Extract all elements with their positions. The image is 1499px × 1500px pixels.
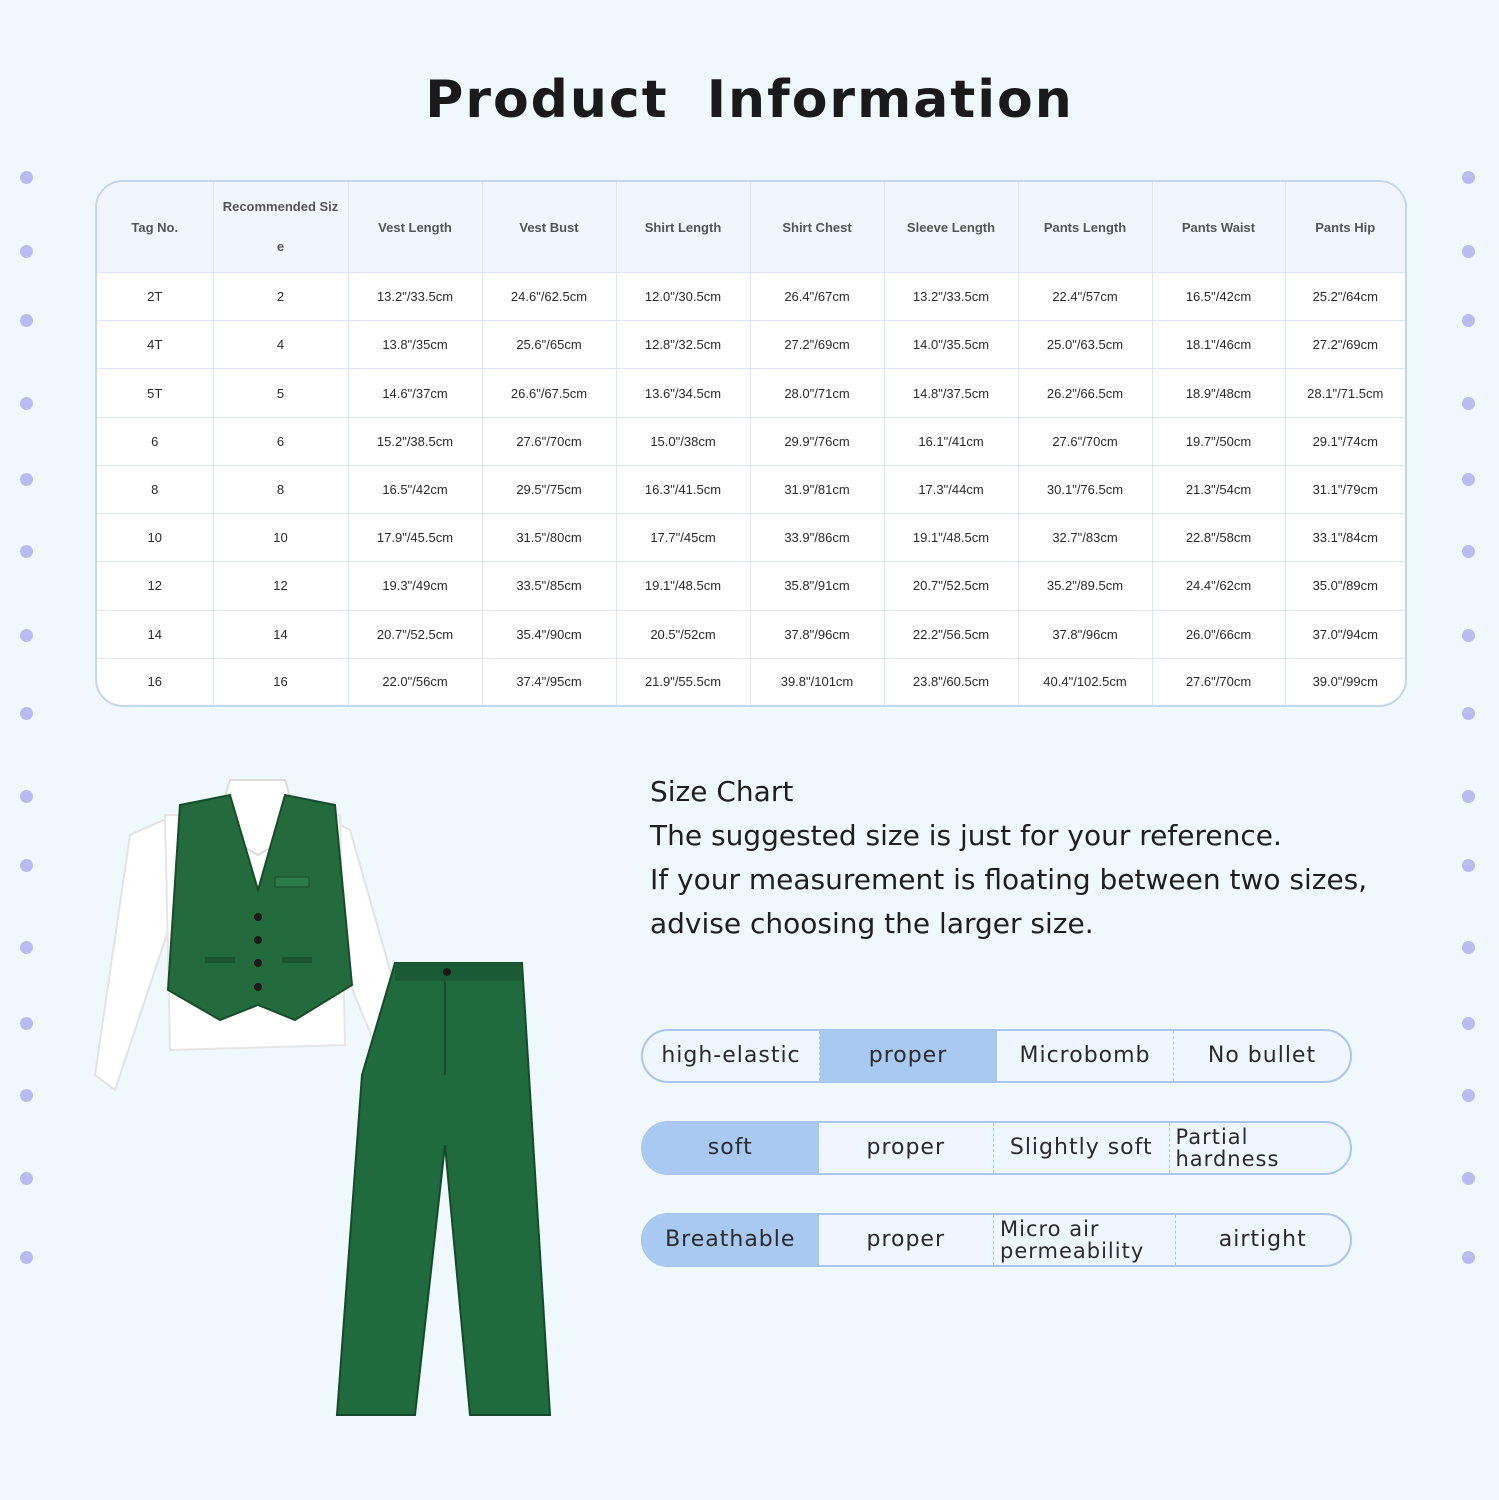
table-cell: 20.7"/52.5cm <box>884 562 1018 610</box>
table-cell: 10 <box>97 514 213 562</box>
table-cell: 17.7"/45cm <box>616 514 750 562</box>
dot-icon <box>1462 1251 1475 1264</box>
table-cell: 35.2"/89.5cm <box>1018 562 1152 610</box>
size-note-line-1: The suggested size is just for your reference. <box>650 819 1282 852</box>
right-dot-border <box>1462 0 1482 1500</box>
header-shirt-chest: Shirt Chest <box>750 182 884 273</box>
table-cell: 26.0"/66cm <box>1152 610 1285 658</box>
table-row <box>97 273 1405 321</box>
table-cell: 4 <box>213 321 348 369</box>
dot-icon <box>20 859 33 872</box>
dot-icon <box>1462 1089 1475 1102</box>
dot-icon <box>20 545 33 558</box>
table-row <box>97 514 1405 562</box>
table-cell: 39.8"/101cm <box>750 658 884 705</box>
left-dot-border <box>20 0 40 1500</box>
table-cell: 14.8"/37.5cm <box>884 369 1018 417</box>
header-shirt-length: Shirt Length <box>616 182 750 273</box>
table-row <box>97 321 1405 369</box>
breathability-option-airtight: airtight <box>1218 1227 1307 1252</box>
table-cell: 12.8"/32.5cm <box>616 321 750 369</box>
table-row <box>97 562 1405 610</box>
dot-icon <box>20 790 33 803</box>
size-note <box>650 770 1450 946</box>
dot-icon <box>1462 1017 1475 1030</box>
table-cell: 8 <box>213 465 348 513</box>
table-cell: 28.1"/71.5cm <box>1285 369 1405 417</box>
breathability-scale <box>641 1213 1352 1267</box>
table-cell: 27.6"/70cm <box>1018 417 1152 465</box>
table-cell: 39.0"/99cm <box>1312 674 1378 690</box>
green-vest-suit-set-icon <box>90 775 570 1425</box>
dot-icon <box>1462 314 1475 327</box>
table-cell: 16.3"/41.5cm <box>616 465 750 513</box>
table-cell: 27.6"/70cm <box>1152 658 1285 705</box>
table-cell: 14 <box>97 610 213 658</box>
table-cell: 15.0"/38cm <box>616 417 750 465</box>
table-cell: 28.0"/71cm <box>750 369 884 417</box>
dot-icon <box>20 314 33 327</box>
table-cell: 18.9"/48cm <box>1152 369 1285 417</box>
dot-icon <box>20 1251 33 1264</box>
table-cell: 21.9"/55.5cm <box>616 658 750 705</box>
table-cell: 16.5"/42cm <box>348 465 482 513</box>
elasticity-scale <box>641 1029 1352 1083</box>
dot-icon <box>20 629 33 642</box>
elasticity-option-high-elastic: high-elastic <box>643 1031 820 1081</box>
table-cell: 31.5"/80cm <box>482 514 616 562</box>
table-cell: 18.1"/46cm <box>1152 321 1285 369</box>
softness-option-partial-hardness: Partial hardness <box>1175 1125 1280 1171</box>
table-cell: 33.5"/85cm <box>482 562 616 610</box>
table-cell: 27.6"/70cm <box>482 417 616 465</box>
dot-icon <box>1462 1172 1475 1185</box>
table-cell: 16.1"/41cm <box>884 417 1018 465</box>
dot-icon <box>1462 171 1475 184</box>
table-cell: 8 <box>97 465 213 513</box>
header-vest-bust: Vest Bust <box>482 182 616 273</box>
table-cell: 16 <box>97 658 213 705</box>
table-cell: 14.6"/37cm <box>348 369 482 417</box>
table-cell: 35.0"/89cm <box>1285 562 1405 610</box>
table-cell: 19.7"/50cm <box>1152 417 1285 465</box>
header-pants-waist: Pants Waist <box>1152 182 1285 273</box>
size-table-body <box>97 273 1405 706</box>
page-title: Product Information <box>425 70 1074 130</box>
table-cell: 26.2"/66.5cm <box>1018 369 1152 417</box>
dot-icon <box>20 1089 33 1102</box>
table-row <box>97 610 1405 658</box>
breathability-option-breathable: Breathable <box>643 1215 819 1265</box>
table-cell: 17.9"/45.5cm <box>348 514 482 562</box>
softness-option-proper: proper <box>819 1123 995 1173</box>
table-cell: 37.8"/96cm <box>1018 610 1152 658</box>
elasticity-option-microbomb: Microbomb <box>997 1031 1174 1081</box>
table-cell: 25.0"/63.5cm <box>1018 321 1152 369</box>
table-cell: 13.6"/34.5cm <box>616 369 750 417</box>
dot-icon <box>20 397 33 410</box>
table-row <box>97 417 1405 465</box>
table-cell: 29.5"/75cm <box>482 465 616 513</box>
table-cell: 6 <box>97 417 213 465</box>
table-cell: 24.4"/62cm <box>1152 562 1285 610</box>
table-cell: 30.1"/76.5cm <box>1018 465 1152 513</box>
header-pants-hip: Pants Hip <box>1285 182 1405 273</box>
table-cell: 31.9"/81cm <box>750 465 884 513</box>
dot-icon <box>20 171 33 184</box>
header-tag-no: Tag No. <box>97 182 213 273</box>
table-cell: 12.0"/30.5cm <box>616 273 750 321</box>
table-cell: 37.4"/95cm <box>482 658 616 705</box>
table-cell: 10 <box>213 514 348 562</box>
table-cell: 33.9"/86cm <box>750 514 884 562</box>
breathability-option-proper: proper <box>819 1215 995 1265</box>
table-cell: 26.6"/67.5cm <box>482 369 616 417</box>
table-cell: 25.6"/65cm <box>482 321 616 369</box>
size-table-card <box>95 180 1407 707</box>
table-cell: 13.2"/33.5cm <box>348 273 482 321</box>
elasticity-option-no-bullet: No bullet <box>1207 1043 1317 1068</box>
table-cell: 14.0"/35.5cm <box>884 321 1018 369</box>
table-cell: 35.4"/90cm <box>482 610 616 658</box>
table-cell: 13.2"/33.5cm <box>884 273 1018 321</box>
table-cell: 40.4"/102.5cm <box>1018 658 1152 705</box>
table-row <box>97 658 1405 705</box>
table-cell: 27.2"/69cm <box>1285 321 1405 369</box>
dot-icon <box>1462 397 1475 410</box>
table-cell: 27.2"/69cm <box>750 321 884 369</box>
table-cell: 17.3"/44cm <box>884 465 1018 513</box>
table-cell: 5T <box>97 369 213 417</box>
dot-icon <box>1462 707 1475 720</box>
table-cell: 21.3"/54cm <box>1152 465 1285 513</box>
size-note-line-3: advise choosing the larger size. <box>650 907 1094 940</box>
table-cell: 35.8"/91cm <box>750 562 884 610</box>
table-cell: 15.2"/38.5cm <box>348 417 482 465</box>
header-recommended-size <box>213 182 348 273</box>
table-cell: 26.4"/67cm <box>750 273 884 321</box>
table-cell: 22.2"/56.5cm <box>884 610 1018 658</box>
header-pants-length: Pants Length <box>1018 182 1152 273</box>
header-vest-length: Vest Length <box>348 182 482 273</box>
table-row <box>97 465 1405 513</box>
table-cell: 22.8"/58cm <box>1152 514 1285 562</box>
dot-icon <box>20 1172 33 1185</box>
table-row <box>97 369 1405 417</box>
dot-icon <box>1462 545 1475 558</box>
table-cell: 6 <box>213 417 348 465</box>
table-cell: 25.2"/64cm <box>1285 273 1405 321</box>
table-cell: 13.8"/35cm <box>348 321 482 369</box>
table-cell: 20.5"/52cm <box>616 610 750 658</box>
softness-scale <box>641 1121 1352 1175</box>
softness-option-slightly-soft: Slightly soft <box>994 1123 1170 1173</box>
table-cell: 19.1"/48.5cm <box>884 514 1018 562</box>
size-table-header-row <box>97 182 1405 273</box>
table-cell: 33.1"/84cm <box>1285 514 1405 562</box>
dot-icon <box>1462 859 1475 872</box>
dot-icon <box>20 245 33 258</box>
table-cell: 2 <box>213 273 348 321</box>
table-cell: 16 <box>213 658 348 705</box>
table-cell: 12 <box>213 562 348 610</box>
table-cell: 4T <box>97 321 213 369</box>
softness-option-soft: soft <box>643 1123 819 1173</box>
dot-icon <box>20 941 33 954</box>
table-cell: 16.5"/42cm <box>1152 273 1285 321</box>
table-cell: 32.7"/83cm <box>1018 514 1152 562</box>
dot-icon <box>1462 473 1475 486</box>
table-cell: 31.1"/79cm <box>1285 465 1405 513</box>
table-cell: 12 <box>97 562 213 610</box>
table-cell: 29.9"/76cm <box>750 417 884 465</box>
dot-icon <box>20 473 33 486</box>
table-cell: 19.3"/49cm <box>348 562 482 610</box>
table-cell: 14 <box>213 610 348 658</box>
size-note-line-2: If your measurement is floating between two sizes, <box>650 863 1368 896</box>
elasticity-option-proper: proper <box>820 1031 997 1081</box>
breathability-option-micro-air-permeability: Micro air permeability <box>994 1215 1176 1265</box>
table-cell: 22.4"/57cm <box>1018 273 1152 321</box>
table-cell: 29.1"/74cm <box>1285 417 1405 465</box>
dot-icon <box>1462 629 1475 642</box>
table-cell: 37.0"/94cm <box>1285 610 1405 658</box>
table-cell: 19.1"/48.5cm <box>616 562 750 610</box>
dot-icon <box>1462 790 1475 803</box>
header-sleeve-length: Sleeve Length <box>884 182 1018 273</box>
size-table <box>97 182 1405 705</box>
table-cell: 5 <box>213 369 348 417</box>
dot-icon <box>1462 941 1475 954</box>
header-recommended-size-label: Recommended Siz e <box>222 199 339 254</box>
table-cell: 24.6"/62.5cm <box>482 273 616 321</box>
table-cell: 23.8"/60.5cm <box>884 658 1018 705</box>
table-cell: 37.8"/96cm <box>750 610 884 658</box>
dot-icon <box>20 1017 33 1030</box>
table-cell: 22.0"/56cm <box>348 658 482 705</box>
table-cell: 2T <box>97 273 213 321</box>
dot-icon <box>20 707 33 720</box>
size-note-heading: Size Chart <box>650 775 794 808</box>
dot-icon <box>1462 245 1475 258</box>
table-cell: 20.7"/52.5cm <box>348 610 482 658</box>
